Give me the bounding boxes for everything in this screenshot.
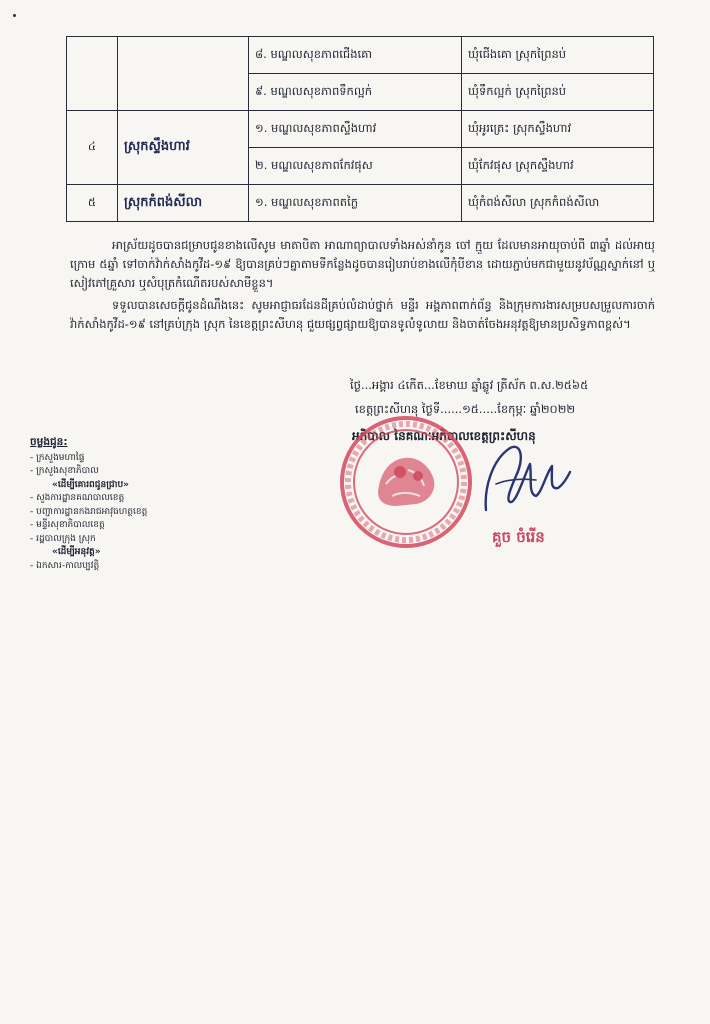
body-paragraph-1: អាស្រ័យដូចបានជម្រាបជូនខាងលើសូម មាតាបិតា អាណាព្យាបាលទាំងអស់នាំកូន ចៅ ក្មួយ ដែលមានអាយុចាប់ពី ៣ឆ្នាំ ដល់អាយុក្រោម ៥ឆ្នាំ ទៅចាក់វ៉ាក់សាំងកូវីដ-១៩ ឱ្យបានគ្រប់ៗគ្នាតាមទីកន្លែងដូចបានរៀបរាប់ខាងលើកុំបីខាន ដោយភ្ជាប់មកជាមួយនូវប័ណ្ណស្នាក់នៅ ឬសៀវភៅគ្រួសារ ឬសំបុត្រកំណើតរបស់សាមីខ្លួន។ [70,238,655,290]
health-center-location: ឃុំកំពង់សីលា ស្រុកកំពង់សីលា [462,185,654,222]
row-number: ៤ [67,111,118,185]
signer-name: គួច ចំរើន [492,528,545,546]
cc-item: - ឯកសារ-កាលប្បវត្តិ [30,560,100,571]
cc-item: - ក្រសួងសុខាភិបាល [30,466,99,476]
solar-date-line: ខេត្តព្រះសីហនុ ថ្ងៃទី......១៥.....ខែកុម្ភៈ ឆ្នាំ២០២២ [355,402,576,416]
health-center-location: ឃុំអូរត្រេះ ស្រុកស្ទឹងហាវ [462,111,654,148]
cc-item: - ក្រសួងមហាផ្ទៃ [30,452,85,463]
scan-dot [13,14,16,17]
cc-item: - មន្ទីរសុខាភិបាលខេត្ត [30,520,105,530]
cc-item: - សួងការដ្ឋានគណបាលខេត្ត [30,493,125,503]
row-number: ៥ [67,185,118,222]
official-seal-icon [338,414,474,550]
cc-item: - បញ្ជាការដ្ឋានកងរាជអាវុធហត្ថខេត្ត [30,506,148,517]
cc-item: - រដ្ឋបាលក្រុង ស្រុក [30,533,96,544]
carbon-copy-list [30,436,147,573]
table-row [67,185,654,222]
signature-icon [466,436,576,516]
district-name [118,37,249,111]
health-center-name: ៨. មណ្ឌលសុខភាពជើងគោ [249,37,462,74]
cc-item-purpose: «ដើម្បីគោរពជូនជ្រាប» [52,479,129,490]
table-row [67,37,654,74]
health-center-name: ២. មណ្ឌលសុខភាពកែវផុស [249,148,462,185]
cc-title: ចម្លងជូន: [30,436,68,448]
body-paragraph-2: ទទួលបានសេចក្តីជូនដំណឹងនេះ សូមអាជ្ញាធរដែនដីគ្រប់លំដាប់ថ្នាក់ មន្ទីរ អង្គភាពពាក់ព័ន្ធ និងក្រុមការងារសម្របសម្រួលការចាក់វ៉ាក់សាំងកូវីដ-១៩ នៅគ្រប់ក្រុង ស្រុក នៃខេត្តព្រះសីហនុ ជួយផ្សព្វផ្សាយឱ្យបានទូលំទូលាយ និងចាត់ចែងអនុវត្តឱ្យមានប្រសិទ្ធភាពខ្ពស់។ [70,298,655,331]
lunar-date-line: ថ្ងៃ...អង្គារ ៤កើត...ខែមាឃ ឆ្នាំឆ្លូវ ត្រីស័ក ព.ស.២៥៦៥ [350,378,589,392]
health-center-location: ឃុំទឹកល្អក់ ស្រុកព្រៃនប់ [462,74,654,111]
health-center-name: ៩. មណ្ឌលសុខភាពទឹកល្អក់ [249,74,462,111]
health-center-location: ឃុំជើងគោ ស្រុកព្រៃនប់ [462,37,654,74]
health-center-name: ១. មណ្ឌលសុខភាពស្ទឹងហាវ [249,111,462,148]
health-center-table [66,36,654,222]
table-row [67,111,654,148]
governor-title: អភិបាល នៃគណៈអភិបាលខេត្តព្រះសីហនុ [352,429,536,443]
health-center-location: ឃុំកែវផុស ស្រុកស្ទឹងហាវ [462,148,654,185]
health-center-name: ១. មណ្ឌលសុខភាពតក្លៃ [249,185,462,222]
row-number [67,37,118,111]
district-name: ស្រុកកំពង់សីលា [118,185,249,222]
district-name: ស្រុកស្ទឹងហាវ [118,111,249,185]
cc-item-purpose: «ដើម្បីអនុវត្ត» [52,547,101,557]
